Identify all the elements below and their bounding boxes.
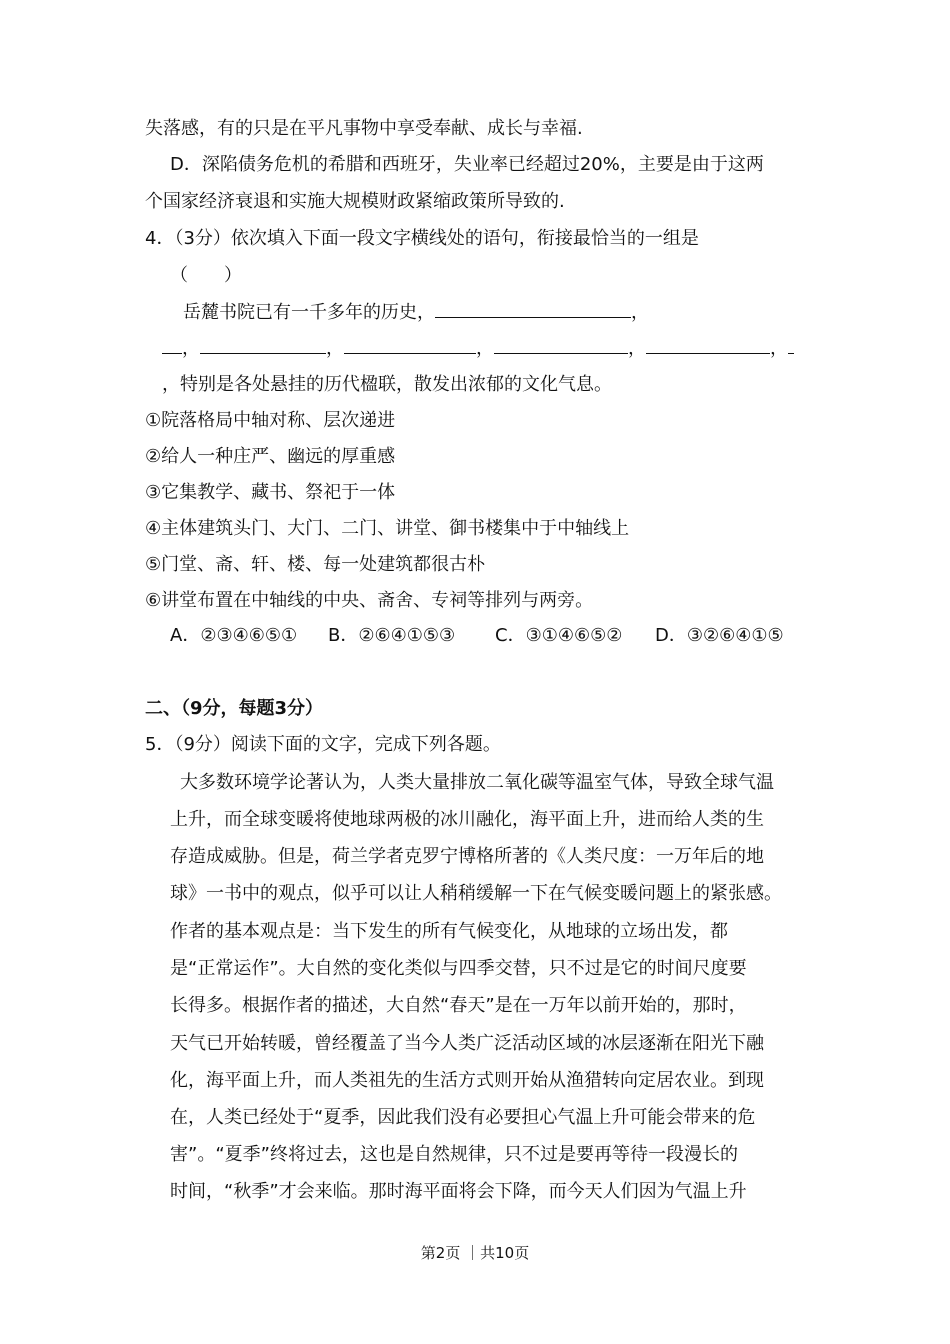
choice-c: C．③①④⑥⑤② — [495, 625, 623, 646]
blank — [162, 337, 182, 354]
passage-line: 大多数环境学论著认为，人类大量排放二氧化碳等温室气体，导致全球气温 — [180, 772, 774, 793]
passage-line: 上升，而全球变暖将使地球两极的冰川融化，海平面上升，进而给人类的生 — [170, 809, 764, 830]
passage-line: 长得多。根据作者的描述，大自然“春天”是在一万年以前开始的，那时， — [170, 995, 747, 1016]
passage-start: 岳麓书院已有一千多年的历史， — [183, 302, 435, 323]
passage-line: 是“正常运作”。大自然的变化类似与四季交替，只不过是它的时间尺度要 — [170, 958, 747, 979]
section-heading: 二、（9分，每题3分） — [145, 698, 324, 719]
blank — [494, 337, 628, 354]
text-line: 个国家经济衰退和实施大规模财政紧缩政策所导致的. — [145, 191, 565, 212]
blank — [344, 337, 476, 354]
passage-line: 存造成威胁。但是，荷兰学者克罗宁博格所著的《人类尺度：一万年后的地 — [170, 846, 764, 867]
passage-line: 作者的基本观点是：当下发生的所有气候变化，从地球的立场出发，都 — [170, 921, 728, 942]
blank — [200, 337, 326, 354]
question-5-stem: 5．（9分）阅读下面的文字，完成下列各题。 — [145, 734, 501, 755]
blanks-line: ， ， ， ， ， — [162, 337, 794, 361]
statement-1: ①院落格局中轴对称、层次递进 — [145, 410, 396, 431]
answer-parentheses: （ ） — [170, 265, 242, 286]
passage-line: 害”。“夏季”终将过去，这也是自然规律，只不过是要再等待一段漫长的 — [170, 1144, 738, 1165]
blank — [788, 337, 794, 354]
statement-6: ⑥讲堂布置在中轴线的中央、斋舍、专祠等排列与两旁。 — [145, 590, 594, 611]
option-d-line: D．深陷债务危机的希腊和西班牙，失业率已经超过20%，主要是由于这两 — [170, 154, 764, 175]
passage-line: 在，人类已经处于“夏季，因此我们没有必要担心气温上升可能会带来的危 — [170, 1107, 756, 1128]
passage-line: 化，海平面上升，而人类祖先的生活方式则开始从渔猎转向定居农业。到现 — [170, 1070, 764, 1091]
text-line: 失落感，有的只是在平凡事物中享受奉献、成长与幸福. — [145, 118, 583, 139]
blank — [646, 337, 770, 354]
question-4-stem: 4．（3分）依次填入下面一段文字横线处的语句，衔接最恰当的一组是 — [145, 228, 699, 249]
choice-b: B．②⑥④①⑤③ — [328, 625, 456, 646]
passage-end: ，特别是各处悬挂的历代楹联，散发出浓郁的文化气息。 — [162, 374, 612, 395]
choice-d: D．③②⑥④①⑤ — [655, 625, 784, 646]
statement-4: ④主体建筑头门、大门、二门、讲堂、御书楼集中于中轴线上 — [145, 518, 630, 539]
choice-a: A．②③④⑥⑤① — [170, 625, 298, 646]
passage-line: 岳麓书院已有一千多年的历史， ， — [183, 302, 649, 323]
statement-3: ③它集教学、藏书、祭祀于一体 — [145, 482, 396, 503]
statement-2: ②给人一种庄严、幽远的厚重感 — [145, 446, 396, 467]
blank — [435, 301, 631, 318]
passage-line: 时间，“秋季”才会来临。那时海平面将会下降，而今天人们因为气温上升 — [170, 1181, 747, 1202]
statement-5: ⑤门堂、斋、轩、楼、每一处建筑都很古朴 — [145, 554, 486, 575]
page-footer: 第2页 ｜共10页 — [420, 1244, 530, 1262]
passage-line: 球》一书中的观点，似乎可以让人稍稍缓解一下在气候变暖问题上的紧张感。 — [170, 883, 782, 904]
passage-line: 天气已开始转暖，曾经覆盖了当今人类广泛活动区域的冰层逐渐在阳光下融 — [170, 1033, 764, 1054]
